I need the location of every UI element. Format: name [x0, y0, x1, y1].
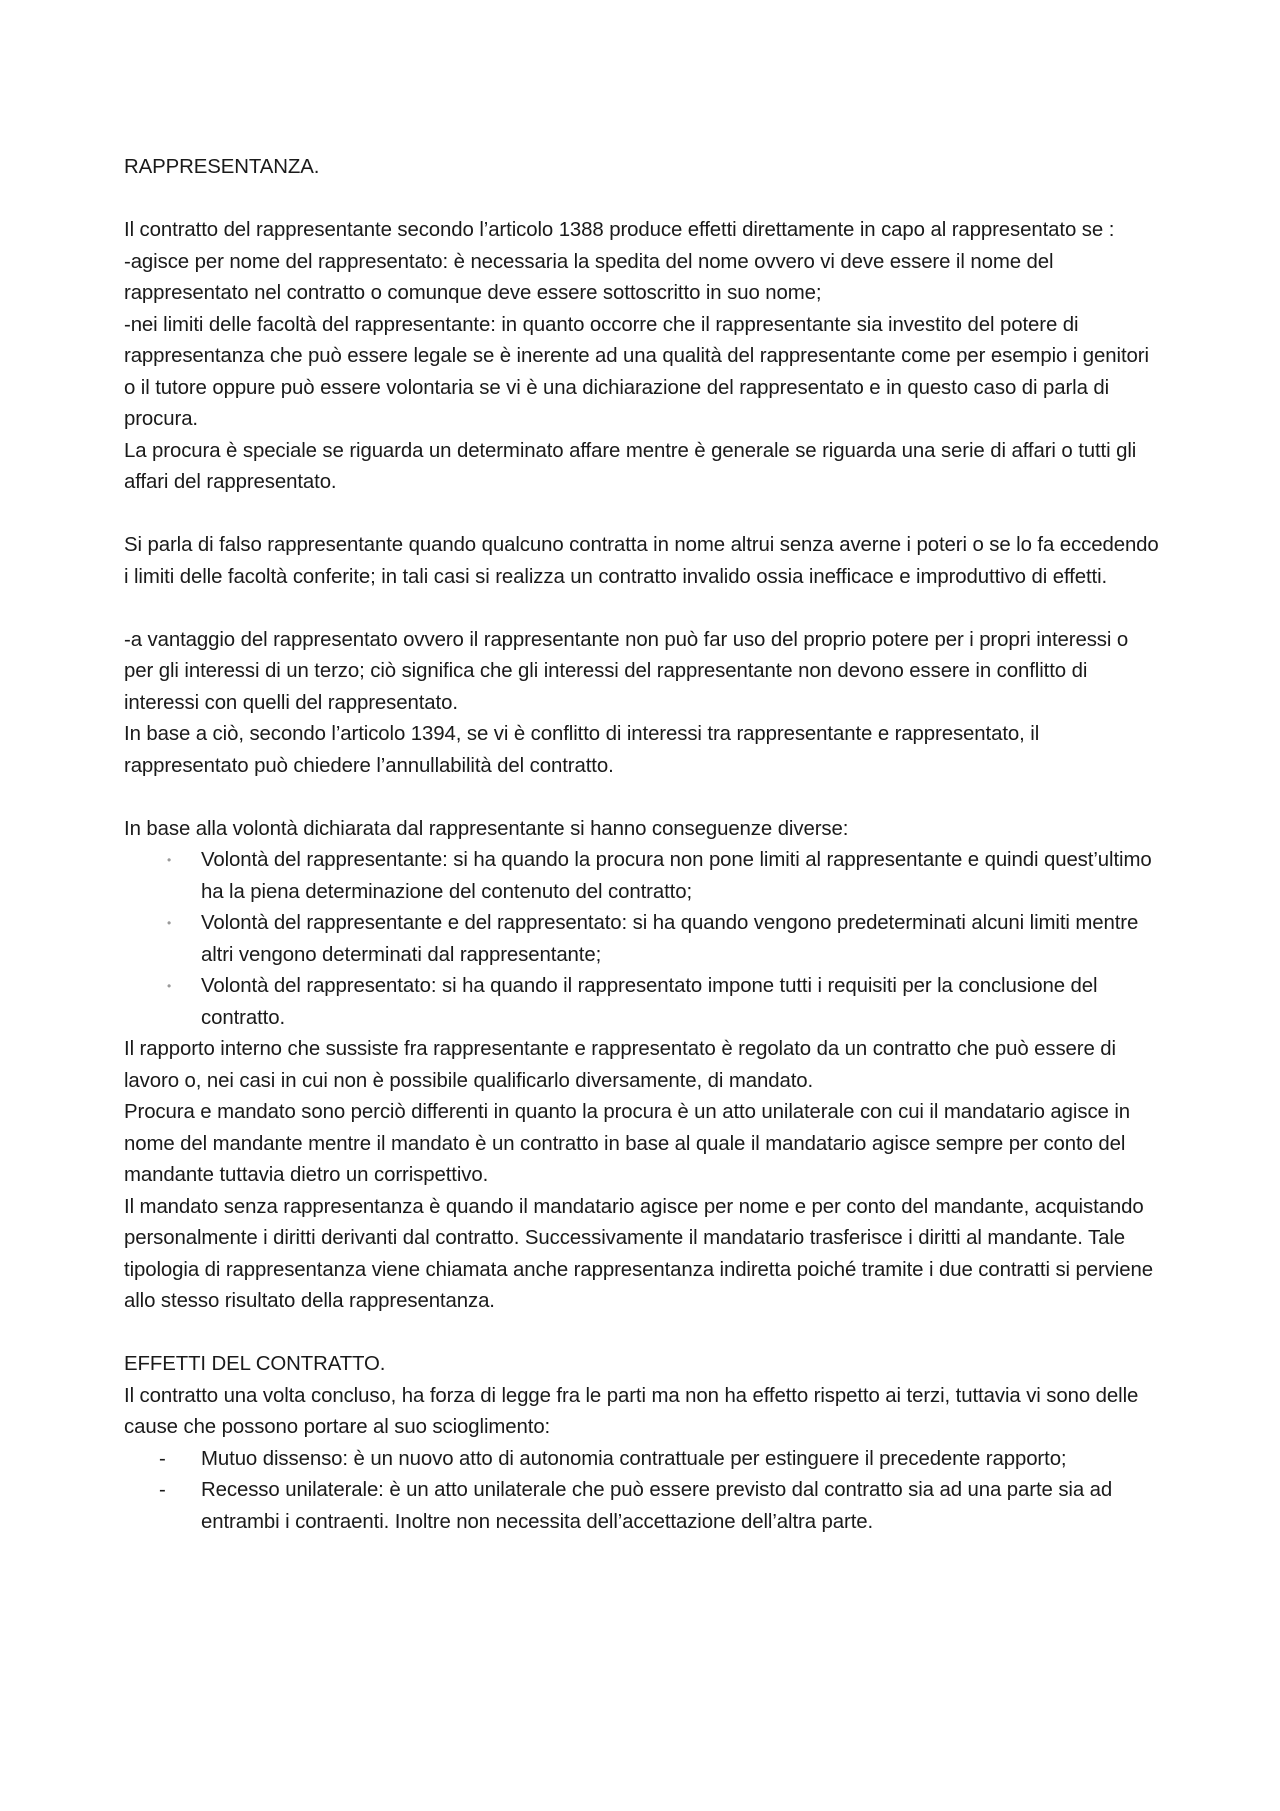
- paragraph: In base a ciò, secondo l’articolo 1394, se vi è conflitto di interessi tra rappresentante e rappresentato, il rappresentato può chiedere l’annullabilità del contratto.: [124, 723, 1040, 777]
- bullet-list-volonta: [124, 845, 1160, 1034]
- paragraph: -nei limiti delle facoltà del rappresentante: in quanto occorre che il rappresentante sia investito del potere di rappresentanza che può essere legale se è inerente ad una qualità del rappresentante come per esempio i genitori o il tutore oppure può essere volontaria se vi è una dichiarazione del rappresentato e in questo caso di parla di procura.: [124, 313, 1149, 430]
- list-item-text: Recesso unilaterale: è un atto unilaterale che può essere previsto dal contratto sia ad una parte sia ad entrambi i contraenti. Inoltre non necessita dell’accettazione dell’altra parte.: [201, 1479, 1113, 1533]
- spacer: [124, 593, 1160, 625]
- list-item: [167, 845, 1160, 908]
- paragraph: Procura e mandato sono perciò differenti in quanto la procura è un atto unilaterale con cui il mandatario agisce in nome del mandante mentre il mandato è un contratto in base al quale il mandatario agisce sempre per conto del mandante tuttavia dietro un corrispettivo.: [124, 1101, 1131, 1186]
- list-item-text: Mutuo dissenso: è un nuovo atto di autonomia contrattuale per estinguere il precedente rapporto;: [201, 1447, 1067, 1470]
- spacer: [124, 782, 1160, 814]
- bullet-icon: •: [167, 916, 172, 930]
- list-item: [159, 1475, 1160, 1538]
- list-item: [167, 908, 1160, 971]
- dash-icon: -: [159, 1447, 166, 1470]
- spacer: [124, 184, 1160, 216]
- paragraph: -agisce per nome del rappresentato: è necessaria la spedita del nome ovvero vi deve essere il nome del rappresentato nel contratto o comunque deve essere sottoscritto in suo nome;: [124, 250, 1054, 304]
- bullet-icon: •: [167, 979, 172, 993]
- paragraph: Il contratto del rappresentante secondo l’articolo 1388 produce effetti direttamente in capo al rappresentato se :: [124, 219, 1115, 241]
- paragraph: In base alla volontà dichiarata dal rappresentante si hanno conseguenze diverse:: [124, 817, 849, 840]
- list-item-text: Volontà del rappresentante: si ha quando la procura non pone limiti al rappresentante e quindi quest’ultimo ha la piena determinazione del contenuto del contratto;: [201, 849, 1152, 903]
- list-item: [167, 971, 1160, 1034]
- paragraph: Il mandato senza rappresentanza è quando il mandatario agisce per nome e per conto del mandante, acquistando personalmente i diritti derivanti dal contratto. Successivamente il mandatario trasferisce i diritti al mandante. Tale tipologia di rappresentanza viene chiamata anche rappresentanza indiretta poiché tramite i due contratti si perviene allo stesso risultato della rappresentanza.: [124, 1195, 1153, 1312]
- dash-icon: -: [159, 1479, 166, 1501]
- paragraph: Si parla di falso rappresentante quando qualcuno contratta in nome altrui senza averne i poteri o se lo fa eccedendo i limiti delle facoltà conferite; in tali casi si realizza un contratto invalido ossia inefficace e improduttivo di effetti.: [124, 534, 1159, 588]
- list-item-text: Volontà del rappresentante e del rappresentato: si ha quando vengono predeterminati alcuni limiti mentre altri vengono determinati dal rappresentante;: [201, 912, 1139, 966]
- section-heading-rappresentanza: RAPPRESENTANZA.: [124, 156, 320, 178]
- spacer: [124, 1318, 1160, 1350]
- dash-list-scioglimento: [124, 1444, 1160, 1539]
- paragraph: -a vantaggio del rappresentato ovvero il rappresentante non può far uso del proprio potere per i propri interessi o per gli interessi di un terzo; ciò significa che gli interessi del rappresentante non devono essere in conflitto di interessi con quelli del rappresentato.: [124, 628, 1129, 714]
- paragraph: Il contratto una volta concluso, ha forza di legge fra le parti ma non ha effetto rispetto ai terzi, tuttavia vi sono delle cause che possono portare al suo scioglimento:: [124, 1384, 1139, 1438]
- bullet-icon: •: [167, 853, 172, 867]
- list-item: [159, 1444, 1160, 1476]
- paragraph: Il rapporto interno che sussiste fra rappresentante e rappresentato è regolato da un contratto che può essere di lavoro o, nei casi in cui non è possibile qualificarlo diversamente, di mandato.: [124, 1038, 1116, 1092]
- spacer: [124, 499, 1160, 531]
- section-heading-effetti: EFFETTI DEL CONTRATTO.: [124, 1353, 386, 1375]
- document-body: [124, 152, 1160, 1538]
- list-item-text: Volontà del rappresentato: si ha quando il rappresentato impone tutti i requisiti per la conclusione del contratto.: [201, 975, 1098, 1029]
- paragraph: La procura è speciale se riguarda un determinato affare mentre è generale se riguarda una serie di affari o tutti gli affari del rappresentato.: [124, 439, 1137, 493]
